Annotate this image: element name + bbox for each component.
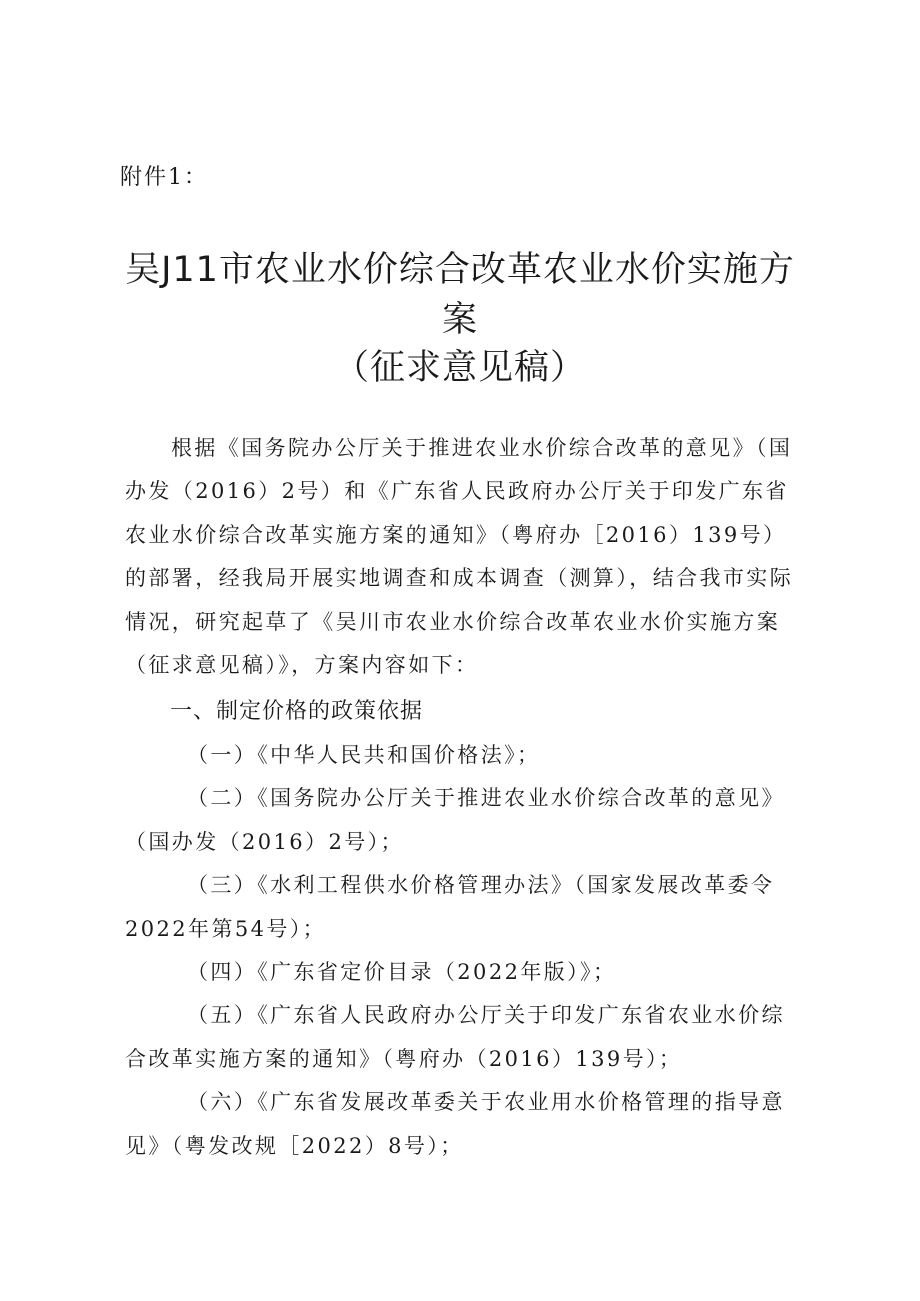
list-item: （六）《广东省发展改革委关于农业用水价格管理的指导意见》（粤发改规［2022）8号）； (125, 1090, 785, 1158)
policy-basis-list (125, 734, 805, 1168)
section-heading: 一、制定价格的政策依据 (170, 699, 424, 724)
document-subtitle: （征求意见稿） (333, 348, 586, 388)
list-item: （三）《水利工程供水价格管理办法》（国家发展改革委令2022年第54号）； (125, 873, 775, 941)
list-item: （四）《广东省定价目录（2022年版）》； (187, 960, 617, 985)
list-item: （五）《广东省人民政府办公厅关于印发广东省农业水价综合改革实施方案的通知》（粤府办（2016）139号）； (125, 1003, 785, 1071)
document-title-line-2: 案 (441, 300, 478, 340)
intro-paragraph-text: 根据《国务院办公厅关于推进农业水价综合改革的意见》（国办发（2016）2号）和《广东省人民政府办公厅关于印发广东省农业水价综合改革实施方案的通知》（粤府办［2016）139号）的部署，经我局开展实地调查和成本调查（测算），结合我市实际情况，研究起草了《吴川市农业水价综合改革农业水价实施方案（征求意见稿）》，方案内容如下： (125, 436, 794, 678)
attachment-label: 附件1： (120, 165, 208, 190)
intro-paragraph (125, 427, 805, 687)
document-title-line-1: 吴J11市农业水价综合改革农业水价实施方 (125, 250, 795, 290)
list-item: （一）《中华人民共和国价格法》； (187, 743, 541, 767)
list-item: （二）《国务院办公厅关于推进农业水价综合改革的意见》（国办发（2016）2号）； (125, 786, 785, 854)
